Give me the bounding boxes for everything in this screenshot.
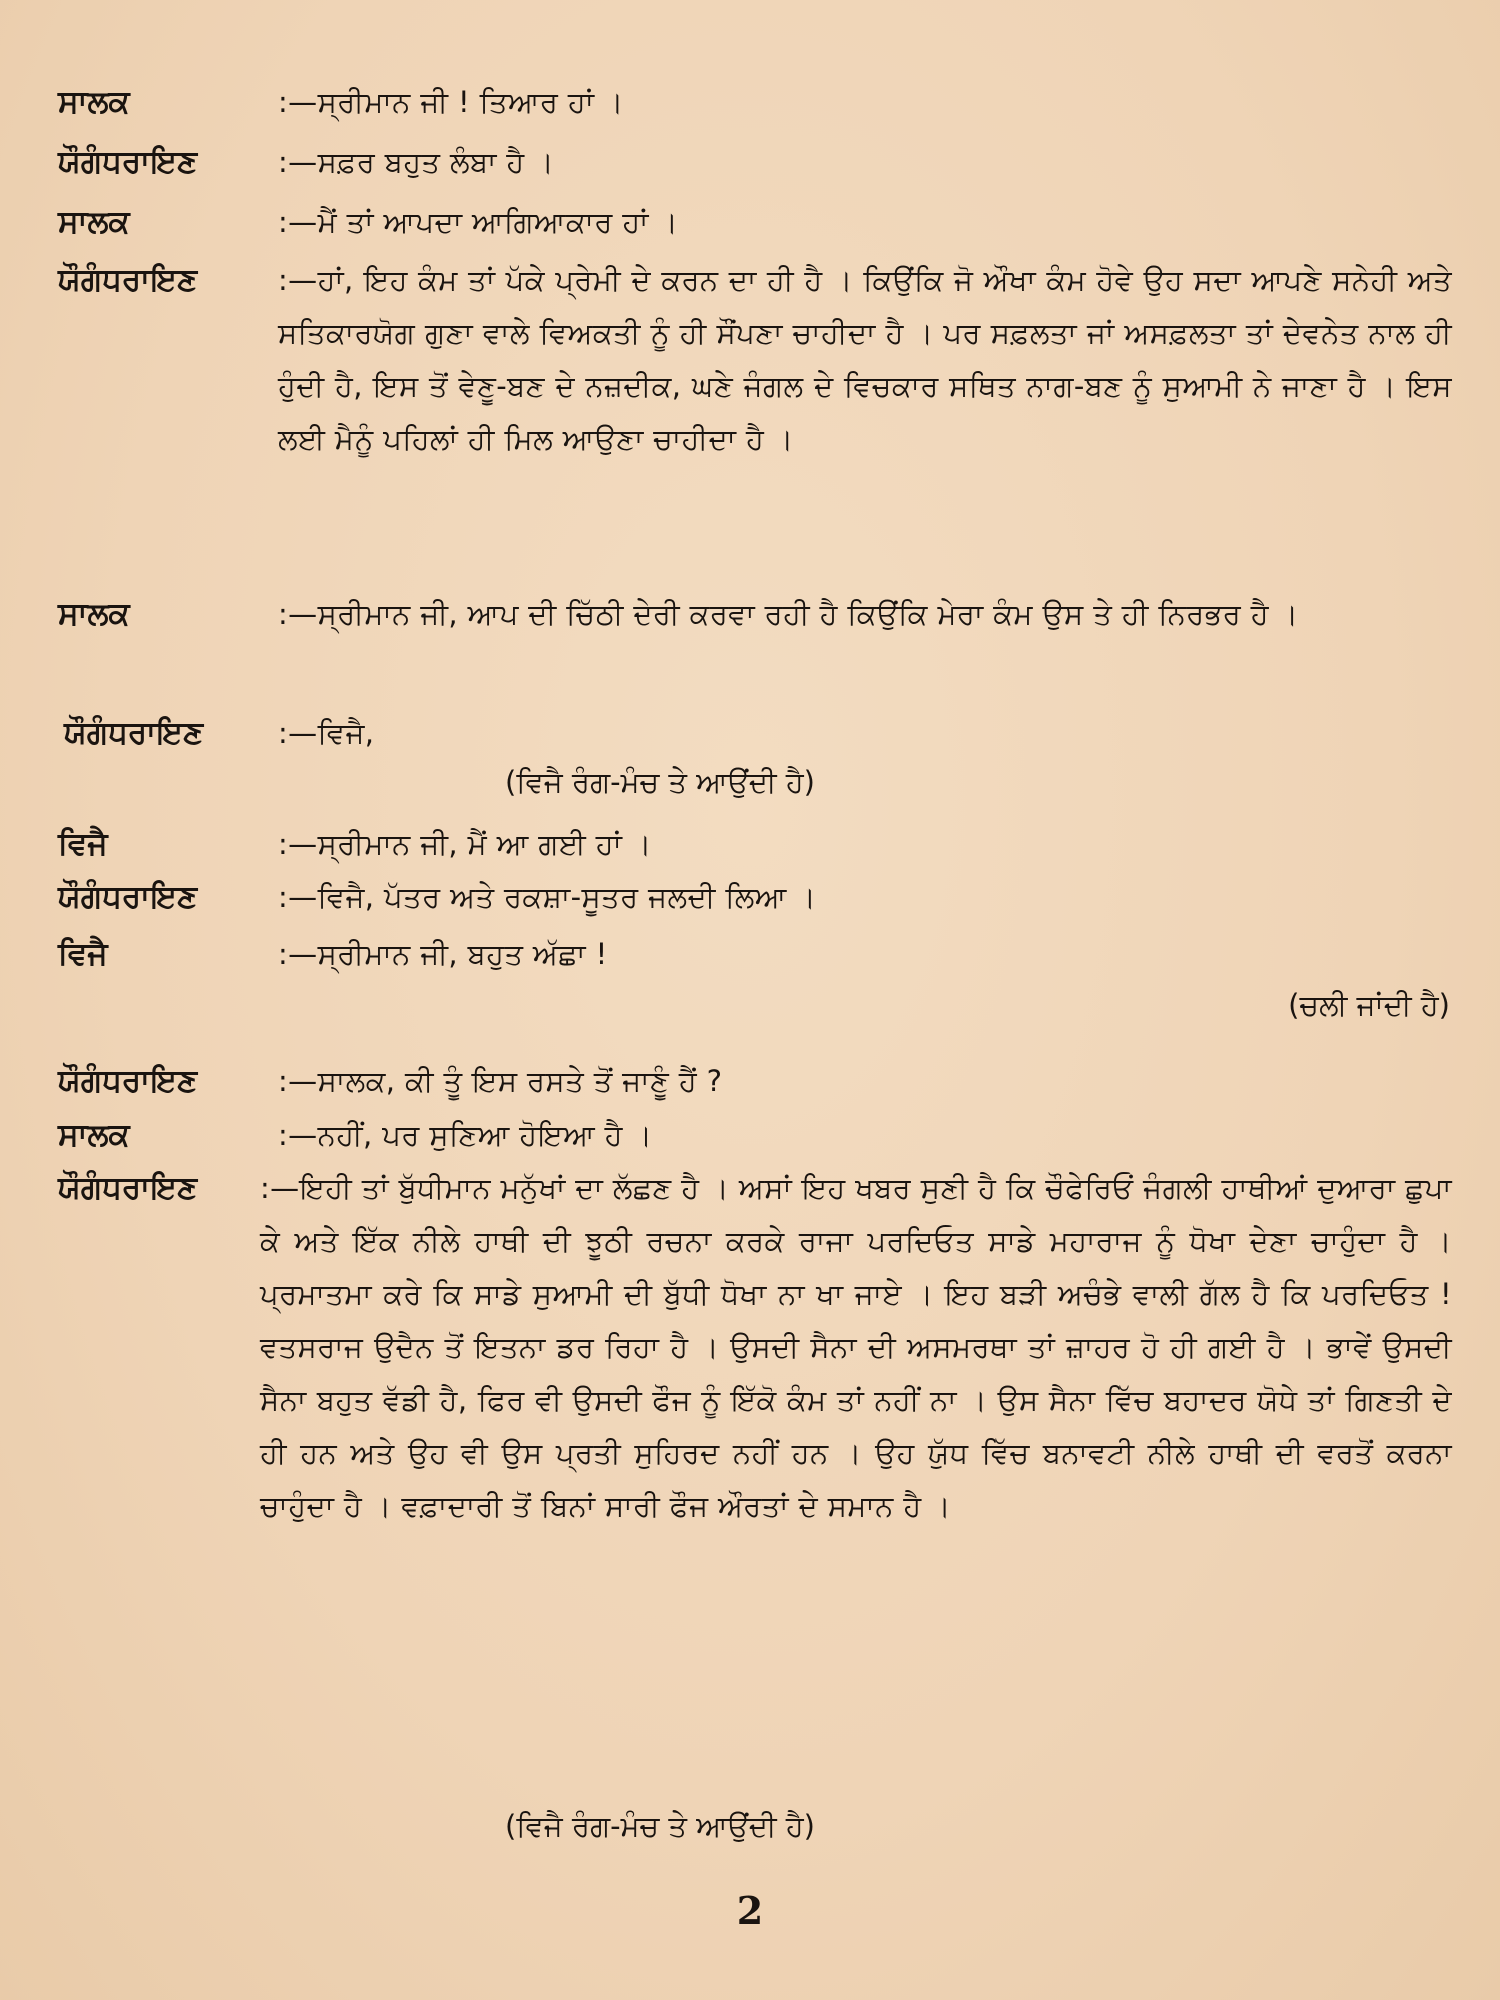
speaker-name: ਸਾਲਕ xyxy=(58,596,130,632)
speaker-name: ਯੌਗੰਧਰਾਇਣ xyxy=(58,144,198,180)
page-number: 2 xyxy=(736,1888,764,1933)
speaker-name: ਯੌਗੰਧਰਾਇਣ xyxy=(64,715,204,751)
speech-text: :—ਮੈਂ ਤਾਂ ਆਪਦਾ ਆਗਿਆਕਾਰ ਹਾਂ । xyxy=(278,205,679,239)
speaker-name: ਸਾਲਕ xyxy=(58,1117,130,1153)
speaker-name: ਸਾਲਕ xyxy=(58,204,130,240)
speech-text: :—ਸ੍ਰੀਮਾਨ ਜੀ, ਬਹੁਤ ਅੱਛਾ ! xyxy=(278,937,608,971)
speech-text: :—ਸਫ਼ਰ ਬਹੁਤ ਲੰਬਾ ਹੈ । xyxy=(278,145,555,179)
speech-text: :—ਸ੍ਰੀਮਾਨ ਜੀ, ਮੈਂ ਆ ਗਈ ਹਾਂ । xyxy=(278,827,652,861)
speaker-name: ਯੌਗੰਧਰਾਇਣ xyxy=(58,262,198,298)
speaker-name: ਯੌਗੰਧਰਾਇਣ xyxy=(58,1170,198,1206)
speech-text: :—ਸ੍ਰੀਮਾਨ ਜੀ ! ਤਿਆਰ ਹਾਂ । xyxy=(278,85,624,119)
speech-text: :—ਹਾਂ, ਇਹ ਕੰਮ ਤਾਂ ਪੱਕੇ ਪ੍ਰੇਮੀ ਦੇ ਕਰਨ ਦਾ ਹੀ ਹੈ । ਕਿਉਂਕਿ ਜੋ ਔਖਾ ਕੰਮ ਹੋਵੇ ਉਹ ਸਦਾ ਆਪਣੇ ਸਨੇਹੀ ਅਤੇ ਸਤਿਕਾਰਯੋਗ ਗੁਣਾ ਵਾਲੇ ਵਿਅਕਤੀ ਨੂੰ ਹੀ ਸੌਂਪਣਾ ਚਾਹੀਦਾ ਹੈ । ਪਰ ਸਫ਼ਲਤਾ ਜਾਂ ਅਸਫ਼ਲਤਾ ਤਾਂ ਦੇਵਨੇਤ ਨਾਲ ਹੀ ਹੁੰਦੀ ਹੈ, ਇਸ ਤੋਂ ਵੇਣੂ-ਬਣ ਦੇ ਨਜ਼ਦੀਕ, ਘਣੇ ਜੰਗਲ ਦੇ ਵਿਚਕਾਰ ਸਥਿਤ ਨਾਗ-ਬਣ ਨੂੰ ਸੁਆਮੀ ਨੇ ਜਾਣਾ ਹੈ । ਇਸ ਲਈ ਮੈਨੂੰ ਪਹਿਲਾਂ ਹੀ ਮਿਲ ਆਉਣਾ ਚਾਹੀਦਾ ਹੈ । xyxy=(278,263,1452,456)
speech-text: :—ਸ੍ਰੀਮਾਨ ਜੀ, ਆਪ ਦੀ ਚਿੱਠੀ ਦੇਰੀ ਕਰਵਾ ਰਹੀ ਹੈ ਕਿਉਂਕਿ ਮੇਰਾ ਕੰਮ ਉਸ ਤੇ ਹੀ ਨਿਰਭਰ ਹੈ । xyxy=(278,597,1299,631)
stage-direction: (ਵਿਜੈ ਰੰਗ-ਮੰਚ ਤੇ ਆਉਂਦੀ ਹੈ) xyxy=(505,765,815,799)
speaker-name: ਯੌਗੰਧਰਾਇਣ xyxy=(58,1063,198,1099)
speech-text: :—ਸਾਲਕ, ਕੀ ਤੂੰ ਇਸ ਰਸਤੇ ਤੋਂ ਜਾਣੂੰ ਹੈਂ ? xyxy=(278,1064,723,1098)
speaker-name: ਸਾਲਕ xyxy=(58,84,130,120)
speech-text: :—ਨਹੀਂ, ਪਰ ਸੁਣਿਆ ਹੋਇਆ ਹੈ । xyxy=(278,1118,653,1152)
speech-text: :—ਵਿਜੈ, ਪੱਤਰ ਅਤੇ ਰਕਸ਼ਾ-ਸੂਤਰ ਜਲਦੀ ਲਿਆ । xyxy=(278,880,817,914)
speaker-name: ਵਿਜੈ xyxy=(58,936,108,972)
speech-text: :—ਇਹੀ ਤਾਂ ਬੁੱਧੀਮਾਨ ਮਨੁੱਖਾਂ ਦਾ ਲੱਛਣ ਹੈ । ਅਸਾਂ ਇਹ ਖਬਰ ਸੁਣੀ ਹੈ ਕਿ ਚੌਫੇਰਿਓਂ ਜੰਗਲੀ ਹਾਥੀਆਂ ਦੁਆਰਾ ਛੁਪਾ ਕੇ ਅਤੇ ਇੱਕ ਨੀਲੇ ਹਾਥੀ ਦੀ ਝੂਠੀ ਰਚਨਾ ਕਰਕੇ ਰਾਜਾ ਪਰਦਿਓਤ ਸਾਡੇ ਮਹਾਰਾਜ ਨੂੰ ਧੋਖਾ ਦੇਣਾ ਚਾਹੁੰਦਾ ਹੈ । ਪ੍ਰਮਾਤਮਾ ਕਰੇ ਕਿ ਸਾਡੇ ਸੁਆਮੀ ਦੀ ਬੁੱਧੀ ਧੋਖਾ ਨਾ ਖਾ ਜਾਏ । ਇਹ ਬੜੀ ਅਚੰਭੇ ਵਾਲੀ ਗੱਲ ਹੈ ਕਿ ਪਰਦਿਓਤ ! ਵਤਸਰਾਜ ਉਦੈਨ ਤੋਂ ਇਤਨਾ ਡਰ ਰਿਹਾ ਹੈ । ਉਸਦੀ ਸੈਨਾ ਦੀ ਅਸਮਰਥਾ ਤਾਂ ਜ਼ਾਹਰ ਹੋ ਹੀ ਗਈ ਹੈ । ਭਾਵੇਂ ਉਸਦੀ ਸੈਨਾ ਬਹੁਤ ਵੱਡੀ ਹੈ, ਫਿਰ ਵੀ ਉਸਦੀ ਫੌਜ ਨੂੰ ਇੱਕੋ ਕੰਮ ਤਾਂ ਨਹੀਂ ਨਾ । ਉਸ ਸੈਨਾ ਵਿੱਚ ਬਹਾਦਰ ਯੋਧੇ ਤਾਂ ਗਿਣਤੀ ਦੇ ਹੀ ਹਨ ਅਤੇ ਉਹ ਵੀ ਉਸ ਪ੍ਰਤੀ ਸੁਹਿਰਦ ਨਹੀਂ ਹਨ । ਉਹ ਯੁੱਧ ਵਿੱਚ ਬਨਾਵਟੀ ਨੀਲੇ ਹਾਥੀ ਦੀ ਵਰਤੋਂ ਕਰਨਾ ਚਾਹੁੰਦਾ ਹੈ । ਵਫ਼ਾਦਾਰੀ ਤੋਂ ਬਿਨਾਂ ਸਾਰੀ ਫੌਜ ਔਰਤਾਂ ਦੇ ਸਮਾਨ ਹੈ । xyxy=(260,1171,1452,1523)
stage-direction: (ਵਿਜੈ ਰੰਗ-ਮੰਚ ਤੇ ਆਉਂਦੀ ਹੈ) xyxy=(505,1809,815,1843)
stage-direction: (ਚਲੀ ਜਾਂਦੀ ਹੈ) xyxy=(1288,988,1450,1022)
speaker-name: ਯੌਗੰਧਰਾਇਣ xyxy=(58,879,198,915)
speaker-name: ਵਿਜੈ xyxy=(58,826,108,862)
speech-text: :—ਵਿਜੈ, xyxy=(278,716,375,750)
